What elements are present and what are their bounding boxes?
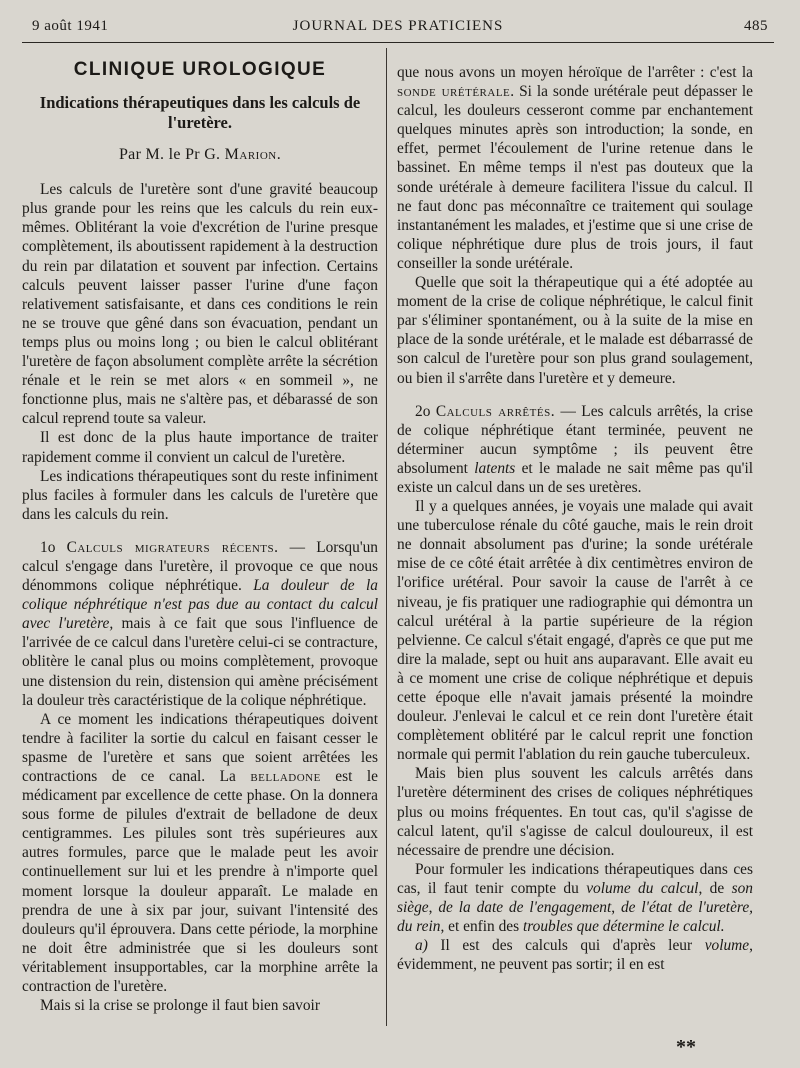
paragraph bbox=[397, 860, 753, 936]
text-run: , et enfin des bbox=[440, 918, 523, 936]
section-number: 2o bbox=[415, 402, 436, 420]
subsection-heading: Calculs arrêtés. bbox=[435, 402, 556, 420]
issue-date: 9 août 1941 bbox=[32, 18, 109, 34]
list-marker: a) bbox=[415, 937, 428, 955]
byline-prefix: Par M. le Pr G. bbox=[118, 146, 225, 164]
text-run: , de bbox=[698, 879, 732, 897]
procedure-name: sonde urétérale bbox=[397, 83, 511, 101]
text-run: Pour formuler les indications thérapeutiques dans ces cas, il faut tenir compte du bbox=[397, 860, 753, 897]
paragraph bbox=[397, 936, 753, 974]
text-run: Il est des calculs qui d'après leur bbox=[427, 937, 705, 955]
byline bbox=[22, 145, 378, 164]
drug-name: belladone bbox=[250, 768, 321, 785]
signature-mark: ** bbox=[676, 1036, 696, 1058]
paragraph-calculs-arretes bbox=[397, 402, 753, 497]
emphasis-text: volume bbox=[704, 937, 750, 955]
emphasis-text: de la date de l'engagement bbox=[438, 899, 612, 917]
emphasis-text: latents bbox=[474, 459, 516, 477]
text-run: A ce moment les indications thérapeutiques doivent tendre à faciliter la sortie du calcul en faisant cesser le spasme de l'uretère et sans que soient arrêtées les contractions de ce canal. La bbox=[22, 710, 378, 785]
author-name: Marion bbox=[224, 146, 277, 164]
emphasis-text: volume du calcul bbox=[586, 879, 699, 897]
article-title: Indications thérapeutiques dans les calculs de l'uretère. bbox=[39, 93, 361, 133]
running-header bbox=[22, 16, 774, 43]
text-run: — Les calculs arrêtés, la crise de colique néphrétique étant terminée, peuvent ne déterminer aucun symptôme ; ils peuvent être absolument bbox=[397, 402, 753, 477]
subsection-heading: Calculs migrateurs récents. bbox=[66, 538, 279, 556]
text-run: que nous avons un moyen héroïque de l'arrêter : c'est la bbox=[397, 64, 753, 81]
journal-name: JOURNAL DES PRATICIENS bbox=[292, 18, 504, 34]
section-number: 1o bbox=[40, 538, 67, 556]
paragraph-continued bbox=[397, 63, 753, 273]
paragraph: Quelle que soit la thérapeutique qui a été adoptée au moment de la crise de colique néphrétique, le calcul finit par s'éliminer spontanément, ou à la suite de la mise en place de la sonde urétérale, et le malade est débarrassé de son calcul de l'uretère pour son plus grand soulagement, ou bien il s'arrête dans l'uretère et y demeure. bbox=[397, 274, 753, 387]
paragraph: Les calculs de l'uretère sont d'une gravité beaucoup plus grande pour les reins que les calculs du rein eux-mêmes. Oblitérant la voie d'excrétion de l'urine presque complètement, ils aboutissent rapidement à la destruction du rein par dilatation et souvent par infection. Certains calculs peuvent laisser passer l'urine d'une façon relativement satisfaisante, et dans ces conditions le rein ne se trouve que gêné dans son évacuation, pendant un temps plus ou moins long ; ou bien le calcul oblitérant l'uretère de façon absolument complète arrête la sécrétion rénale et le rein se met alors « en sommeil », ne fonctionne plus, mais ne s'altère pas, et débarassé de son calcul reprend toute sa valeur. bbox=[22, 181, 378, 428]
paragraph: Mais bien plus souvent les calculs arrêtés dans l'uretère déterminent des crises de coliques néphrétiques plus ou moins fréquentes. En tout cas, qu'il s'agisse de calcul latent, qu'il s'agisse de calcul douloureux, il est nécessaire de prendre une décision. bbox=[397, 765, 753, 859]
emphasis-text: La douleur de la colique néphrétique n'est pas due au contact du calcul avec l'uretère, bbox=[22, 577, 378, 633]
paragraph bbox=[22, 710, 378, 996]
text-run: . Si la sonde urétérale peut dépasser le calcul, les douleurs cesseront comme par enchantement quelques minutes après son introduction; la sonde, en effet, permet l'écoulement de l'urine retenue dans le bassinet. En même temps il n'est pas douteux que la sonde urétérale à demeure facilitera l'issue du calcul. Il ne faut donc pas méconnaître ce traitement qui soulage instantanément les malades, et j'estime que si une crise de colique néphrétique dure plus de trois jours, il faut conseiller la sonde urétérale. bbox=[397, 83, 753, 272]
column-divider bbox=[386, 48, 387, 1026]
emphasis-text: son siège bbox=[397, 879, 753, 917]
text-run: et le malade ne sait même pas qu'il existe un calcul dans un de ses uretères. bbox=[397, 459, 753, 496]
emphasis-text: troubles que détermine le calcul. bbox=[522, 918, 725, 936]
text-run: mais à ce fait que sous l'influence de l'arrivée de ce calcul dans l'uretère celui-ci se contracture, oblitère le canal plus ou moins complètement, provoque une distension du rein, distension qui amène précisément la douleur très caractéristique de la colique néphrétique. bbox=[22, 615, 378, 709]
paragraph-calculs-migrateurs bbox=[22, 538, 378, 710]
byline-suffix: . bbox=[276, 146, 282, 164]
text-run: est le médicament par excellence de cette phase. On la donnera sous forme de pilules d'extrait de belladone de deux centigrammes. Les pilules sont très supérieures aux autres formules, parce que le malade peut les avoir continuellement sur lui et les prendre à n'importe quel moment lorsque la douleur apparaît. Le malade en prendra de une à six par jour, suivant l'intensité des douleurs qu'il éprouvera. Dans cette période, la morphine ne doit être administrée que si les douleurs sont véritablement insupportables, car la morphine arrête la contraction de l'uretère. bbox=[22, 768, 378, 996]
text-run: — Lorsqu'un calcul s'engage dans l'uretère, il provoque ce que nous dénommons colique néphrétique. bbox=[22, 538, 378, 595]
paragraph: Il est donc de la plus haute importance de traiter rapidement comme il convient un calcul de l'uretère. bbox=[22, 429, 378, 466]
right-column bbox=[397, 63, 753, 974]
emphasis-text: de l'état de l'uretère, du rein bbox=[397, 899, 753, 936]
paragraph: Il y a quelques années, je voyais une malade qui avait une tuberculose rénale du côté gauche, mais le rein droit ne donnait absolument pas d'urine; la sonde urétérale mise de ce côté était arrêtée à dix centimètres environ de l'orifice urétéral. Pour savoir la cause de l'arrêt à ce niveau, je fis pratiquer une radiographie qui démontra un calcul urétéral à la partie supérieure de la région pelvienne. Ce calcul s'était engagé, d'après ce que put me dire la malade, sept ou huit ans auparavant. Elle avait eu à ce moment une crise de colique néphrétique et depuis cette époque elle n'avait jamais présenté la moindre douleur. J'enlevai le calcul et ce rein dont l'uretère était complètement oblitéré par le calcul reprit une fonction normale qui permit l'ablation du rein gauche tuberculeux. bbox=[397, 498, 753, 764]
text-run: , évidemment, ne peuvent pas sortir; il en est bbox=[397, 937, 753, 974]
section-title: CLINIQUE UROLOGIQUE bbox=[73, 59, 327, 80]
text-run: , bbox=[428, 899, 439, 917]
paragraph: Les indications thérapeutiques sont du reste infiniment plus faciles à formuler dans les calculs de l'uretère que dans les calculs du rein. bbox=[22, 467, 378, 523]
left-column bbox=[22, 58, 378, 1015]
page-number: 485 bbox=[744, 18, 768, 34]
paragraph: Mais si la crise se prolonge il faut bien savoir bbox=[40, 997, 320, 1015]
text-run: , bbox=[611, 899, 621, 917]
